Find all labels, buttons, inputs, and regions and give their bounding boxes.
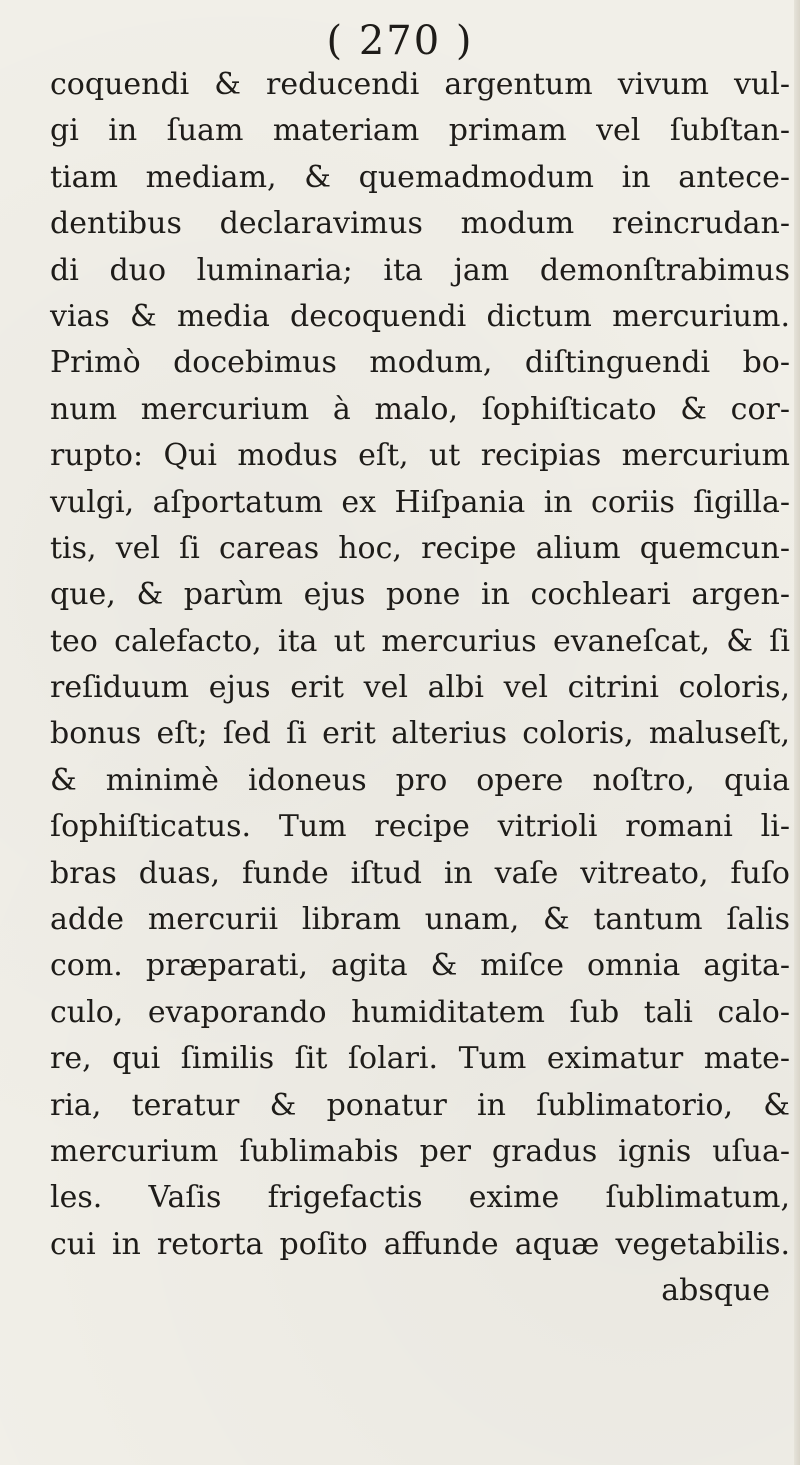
page-number: ( 270 ) <box>326 18 474 64</box>
catchword: absque <box>661 1273 770 1309</box>
text-line: tis, vel ſi careas hoc, recipe alium quemcun- <box>50 530 790 566</box>
text-line: vias & media decoquendi dictum mercurium. <box>50 298 790 334</box>
text-line: dentibus declaravimus modum reincrudan- <box>50 206 790 242</box>
text-line: rupto: Qui modus eſt, ut recipias mercurium <box>50 438 790 474</box>
text-line: que, & parùm ejus pone in cochleari argen- <box>50 577 790 613</box>
text-line: bonus eſt; ſed ſi erit alterius coloris, maluseſt, <box>50 716 790 752</box>
text-line: ſophiſticatus. Tum recipe vitrioli romani li- <box>50 809 790 845</box>
text-line: teo calefacto, ita ut mercurius evaneſcat, & ſi <box>50 623 790 659</box>
text-line: gi in ſuam materiam primam vel ſubſtan- <box>50 113 790 149</box>
text-line: di duo luminaria; ita jam demonſtrabimus <box>50 252 790 288</box>
text-line: bras duas, funde iſtud in vaſe vitreato, fuſo <box>50 855 790 891</box>
text-line: vulgi, aſportatum ex Hiſpania in coriis ſigilla- <box>50 484 790 520</box>
text-line: com. præparati, agita & miſce omnia agita- <box>50 948 790 984</box>
text-line: Primò docebimus modum, diſtinguendi bo- <box>50 345 790 381</box>
text-line: num mercurium à malo, ſophiſticato & cor- <box>50 391 790 427</box>
text-line: reſiduum ejus erit vel albi vel citrini coloris, <box>50 670 790 706</box>
text-line: mercurium ſublimabis per gradus ignis uſua- <box>50 1133 790 1169</box>
text-line: coquendi & reducendi argentum vivum vul- <box>50 67 790 102</box>
text-line: les. Vaſis frigefactis exime ſublimatum, <box>50 1180 790 1216</box>
text-line: culo, evaporando humiditatem ſub tali calo- <box>50 994 790 1030</box>
text-line: adde mercurii libram unam, & tantum ſalis <box>50 902 790 938</box>
text-line: re, qui ſimilis ſit ſolari. Tum eximatur mate- <box>50 1041 790 1077</box>
text-line: & minimè idoneus pro opere noſtro, quia <box>50 762 790 798</box>
page-edge <box>794 0 800 1465</box>
text-line: tiam mediam, & quemadmodum in antece- <box>50 159 790 195</box>
body-text <box>50 62 790 1315</box>
text-line: cui in retorta poſito affunde aquæ vegetabilis. <box>50 1226 790 1262</box>
text-line: ria, teratur & ponatur in ſublimatorio, & <box>50 1087 790 1123</box>
